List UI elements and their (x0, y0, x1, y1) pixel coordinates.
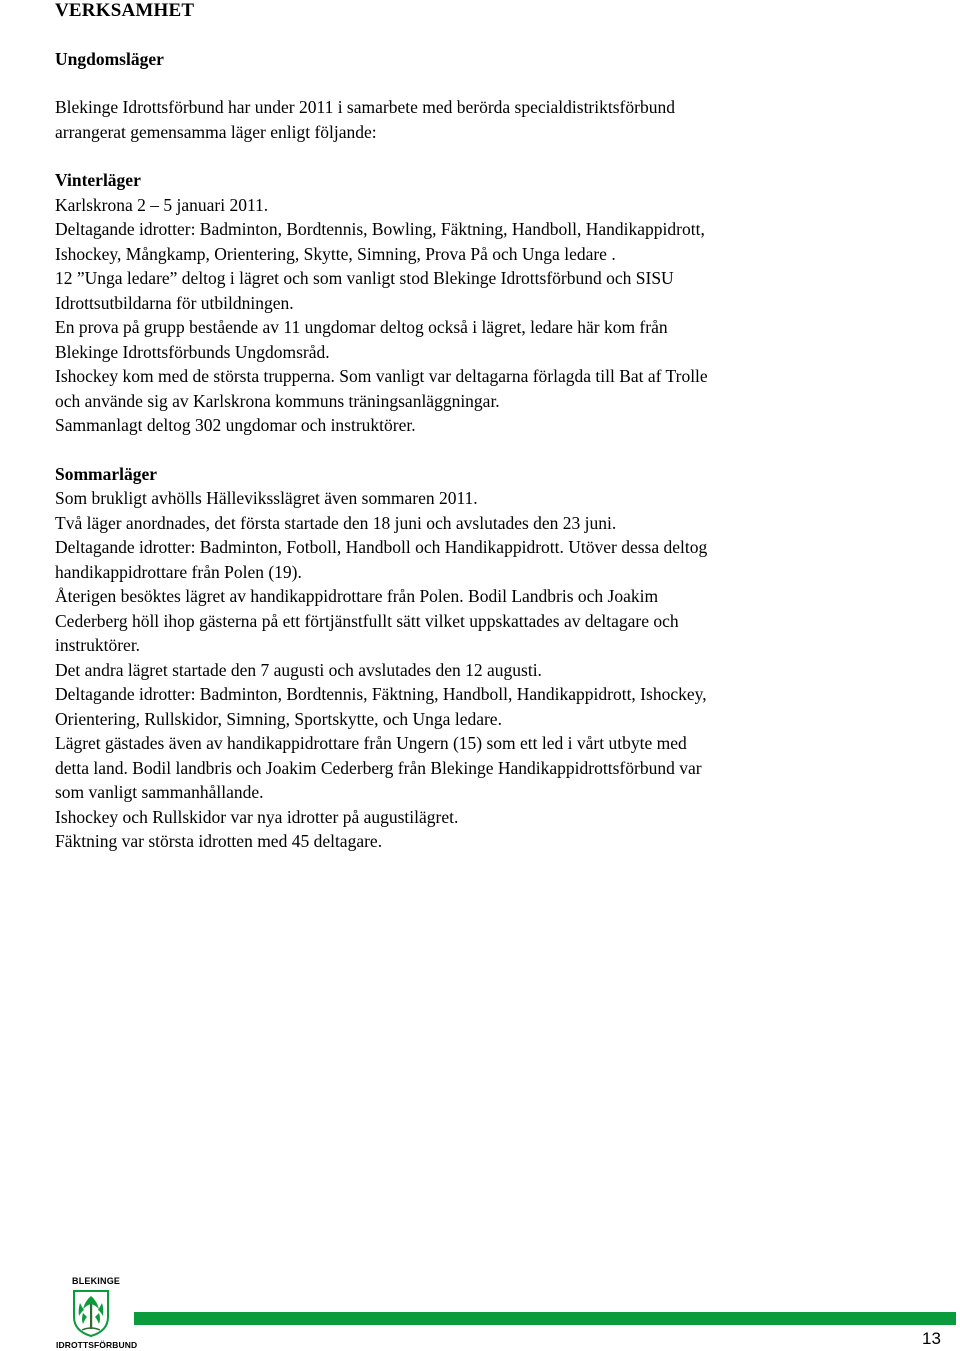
summer-line: som vanligt sammanhållande. (55, 782, 264, 802)
blekinge-idrottsforbund-logo (56, 1276, 138, 1350)
intro-line: Blekinge Idrottsförbund har under 2011 i samarbete med berörda specialdistriktsförbund (55, 97, 675, 117)
summer-line: Som brukligt avhölls Hälleviksslägret även sommaren 2011. (55, 488, 478, 508)
intro-paragraph (55, 95, 935, 144)
logo-top-text: BLEKINGE (72, 1276, 121, 1286)
summer-line: Fäktning var största idrotten med 45 deltagare. (55, 831, 383, 851)
tree-shield-icon (71, 1289, 111, 1337)
summer-line: Cederberg höll ihop gästerna på ett förtjänstfullt sätt vilket uppskattades av deltagare och (55, 610, 679, 631)
page-number: 13 (922, 1329, 941, 1348)
winter-line: Idrottsutbildarna för utbildningen. (55, 292, 294, 313)
page-title: VERKSAMHET (55, 0, 195, 21)
logo-bottom-text: IDROTTSFÖRBUND (56, 1340, 138, 1350)
winter-line: Sammanlagt deltog 302 ungdomar och instruktörer. (55, 415, 416, 435)
summer-line: Deltagande idrotter: Badminton, Fotboll, Handboll och Handikappidrott. Utöver dessa deltog (55, 537, 708, 557)
winter-line: Ishockey kom med de största trupperna. Som vanligt var deltagarna förlagda till Bat af Trolle (55, 366, 708, 386)
winter-line: Deltagande idrotter: Badminton, Bordtennis, Bowling, Fäktning, Handboll, Handikappidrott, (55, 219, 705, 239)
summer-line: Återigen besöktes lägret av handikappidrottare från Polen. Bodil Landbris och Joakim (55, 586, 659, 606)
summer-line: Ishockey och Rullskidor var nya idrotter på augustilägret. (55, 806, 459, 827)
document-page (55, 0, 935, 854)
winter-section (55, 168, 935, 438)
winter-title: Vinterläger (55, 170, 141, 190)
summer-line: instruktörer. (55, 635, 141, 655)
summer-line: detta land. Bodil landbris och Joakim Cederberg från Blekinge Handikappidrottsförbund var (55, 757, 702, 778)
winter-line: Karlskrona 2 – 5 januari 2011. (55, 194, 269, 215)
winter-line: Ishockey, Mångkamp, Orientering, Skytte, Simning, Prova På och Unga ledare . (55, 243, 616, 264)
summer-line: Lägret gästades även av handikappidrottare från Ungern (15) som ett led i vårt utbyte med (55, 733, 687, 753)
summer-section (55, 462, 935, 854)
summer-title: Sommarläger (55, 463, 158, 484)
page-footer (0, 1270, 960, 1351)
summer-line: handikappidrottare från Polen (19). (55, 561, 302, 582)
summer-line: Orientering, Rullskidor, Simning, Sportskytte, och Unga ledare. (55, 708, 502, 729)
footer-accent-bar (134, 1312, 956, 1325)
winter-line: och använde sig av Karlskrona kommuns träningsanläggningar. (55, 390, 500, 411)
winter-line: 12 ”Unga ledare” deltog i lägret och som vanligt stod Blekinge Idrottsförbund och SISU (55, 268, 674, 288)
winter-line: Blekinge Idrottsförbunds Ungdomsråd. (55, 341, 330, 362)
section-heading-ungdomslager: Ungdomsläger (55, 49, 164, 69)
summer-line: Det andra lägret startade den 7 augusti och avslutades den 12 augusti. (55, 659, 542, 680)
summer-line: Deltagande idrotter: Badminton, Bordtennis, Fäktning, Handboll, Handikappidrott, Ishockey, (55, 684, 707, 704)
intro-line: arrangerat gemensamma läger enligt följande: (55, 121, 377, 142)
winter-line: En prova på grupp bestående av 11 ungdomar deltog också i lägret, ledare här kom från (55, 317, 668, 337)
summer-line: Två läger anordnades, det första startade den 18 juni och avslutades den 23 juni. (55, 512, 617, 533)
